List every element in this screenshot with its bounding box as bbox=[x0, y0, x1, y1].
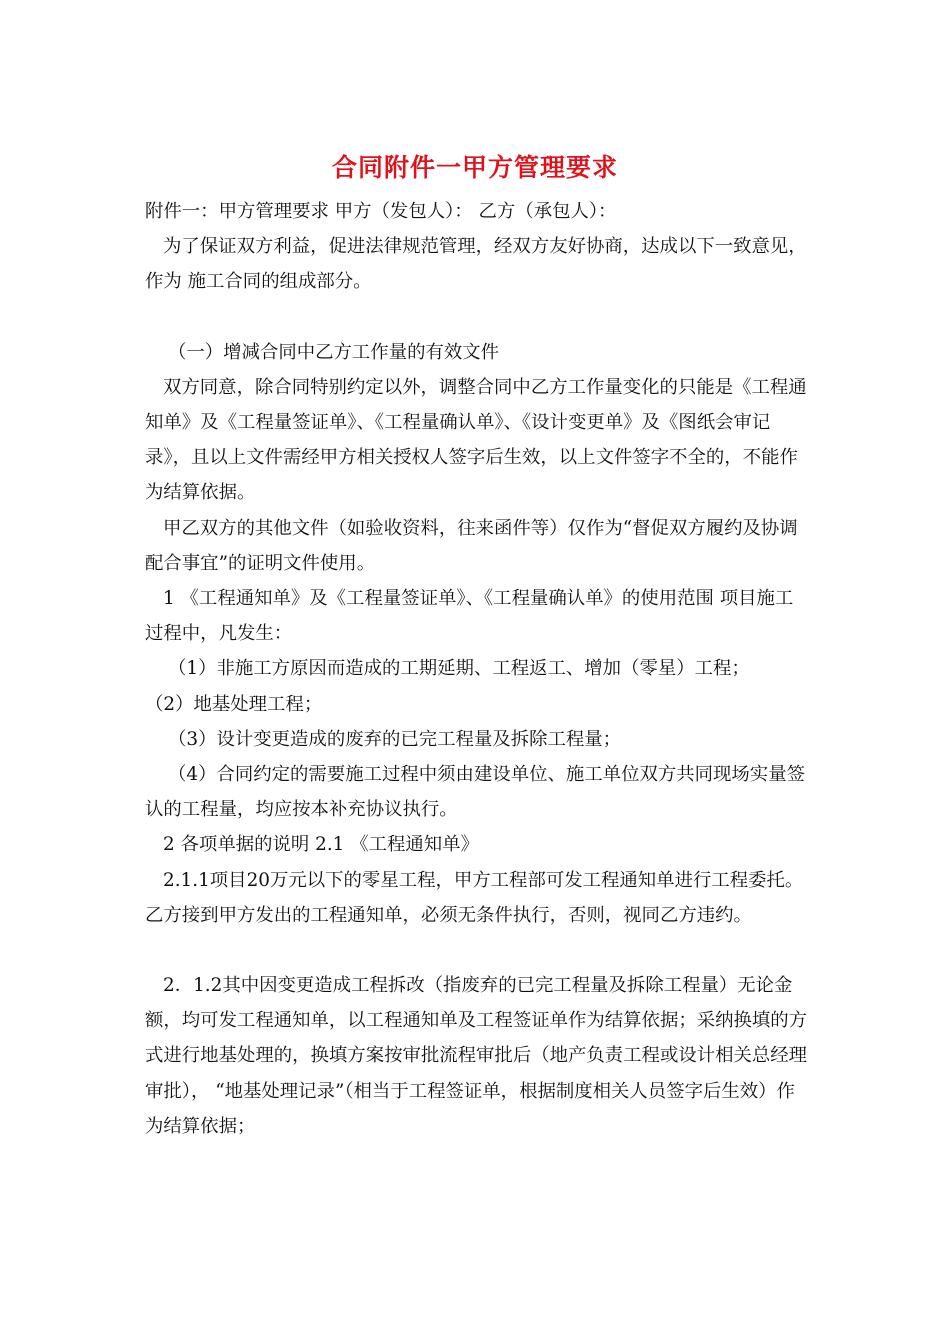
scope-paragraph: 1 《工程通知单》及《工程量签证单》、《工程量确认单》的使用范围 项目施工过程中，凡发生： bbox=[145, 588, 794, 645]
section-2-heading: 2 各项单据的说明 2.1 《工程通知单》 bbox=[163, 834, 479, 856]
intro-paragraph: 为了保证双方利益，促进法律规范管理，经双方友好协商，达成以下一致意见，作为 施工合同的组成部分。 bbox=[145, 236, 807, 293]
spacer bbox=[145, 300, 810, 335]
section-heading: （一）增减合同中乙方工作量的有效文件 bbox=[168, 341, 500, 363]
clause-2-1-1: 2.1.1项目20万元以下的零星工程，甲方工程部可发工程通知单进行工程委托。乙方接到甲方发出的工程通知单，必须无条件执行，否则，视同乙方违约。 bbox=[145, 869, 804, 926]
clause-2-1-2: 2．1.2其中因变更造成工程拆改（指废弃的已完工程量及拆除工程量）无论金额，均可发工程通知单，以工程通知单及工程签证单作为结算依据；采纳换填的方式进行地基处理的，换填方案按审批流程审批后（地产负责工程或设计相关总经理审批）， “地基处理记录”（相当于工程签证单，根据制度相关人员签字后生效）作为结算依据； bbox=[145, 975, 808, 1137]
agreement-paragraph: 双方同意，除合同特别约定以外，调整合同中乙方工作量变化的只能是《工程通知单》及《工程量签证单》、《工程量确认单》、《设计变更单》及《图纸会审记录》，且以上文件需经甲方相关授权人签字后生效，以上文件签字不全的，不能作为结算依据。 bbox=[145, 376, 807, 504]
list-item-3: （3）设计变更造成的废弃的已完工程量及拆除工程量； bbox=[168, 728, 622, 750]
document-body bbox=[145, 194, 810, 1144]
list-item-2: （2）地基处理工程； bbox=[145, 693, 323, 715]
list-item-1: （1）非施工方原因而造成的工期延期、工程返工、增加（零星）工程； bbox=[168, 658, 750, 680]
document-title: 合同附件一甲方管理要求 bbox=[331, 153, 618, 182]
attachment-header: 附件一：甲方管理要求 甲方（发包人）： 乙方（承包人）： bbox=[145, 201, 617, 222]
other-docs-paragraph: 甲乙双方的其他文件（如验收资料，往来函件等）仅作为“督促双方履约及协调配合事宜”的证明文件使用。 bbox=[145, 517, 798, 574]
list-item-4: （4）合同约定的需要施工过程中须由建设单位、施工单位双方共同现场实量签认的工程量，均应按本补充协议执行。 bbox=[145, 764, 805, 821]
spacer bbox=[145, 933, 810, 968]
